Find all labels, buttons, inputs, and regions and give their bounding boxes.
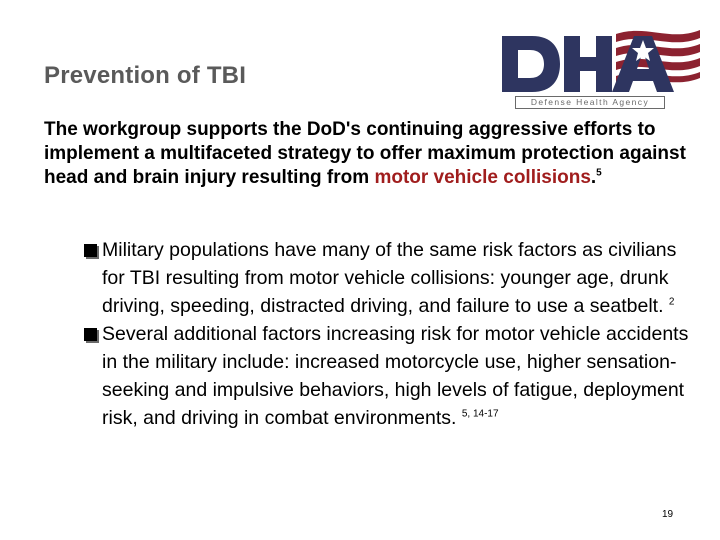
checkbox-bullet-icon [84,244,97,257]
bullet-body: Military populations have many of the same risk factors as civilians for TBI resulting from motor vehicle collisions: younger age, drunk driving, speeding, distracted driving, and failure to use a seatbelt. [102,239,677,317]
logo-caption: Defense Health Agency [515,96,665,109]
bullet-text [102,320,694,432]
intro-period: . [590,167,597,188]
bullet-list [84,236,694,432]
bullet-item [84,236,694,320]
bullet-text [102,236,694,320]
intro-reference: 5 [596,167,602,179]
bullet-reference: 2 [668,296,675,308]
bullet-reference: 5, 14-17 [461,408,499,420]
page-number: 19 [662,509,674,520]
intro-text-cont: D's continuing aggressive efforts to implement a multifaceted strategy to offer maximum protection against head and brain injury resulting from [44,119,686,188]
bullet-item [84,320,694,432]
intro-text-start: The workgroup supports the Do [44,119,333,140]
intro-highlight: motor vehicle collisions [374,167,591,188]
intro-paragraph [44,118,694,190]
bullet-body: Several additional factors increasing risk for motor vehicle accidents in the military include: increased motorcycle use, higher sensation-seeking and impulsive behaviors, high levels of fatigue, deployment risk, and driving in combat environments. [102,323,689,429]
checkbox-bullet-icon [84,328,97,341]
slide-title: Prevention of TBI [44,62,247,89]
